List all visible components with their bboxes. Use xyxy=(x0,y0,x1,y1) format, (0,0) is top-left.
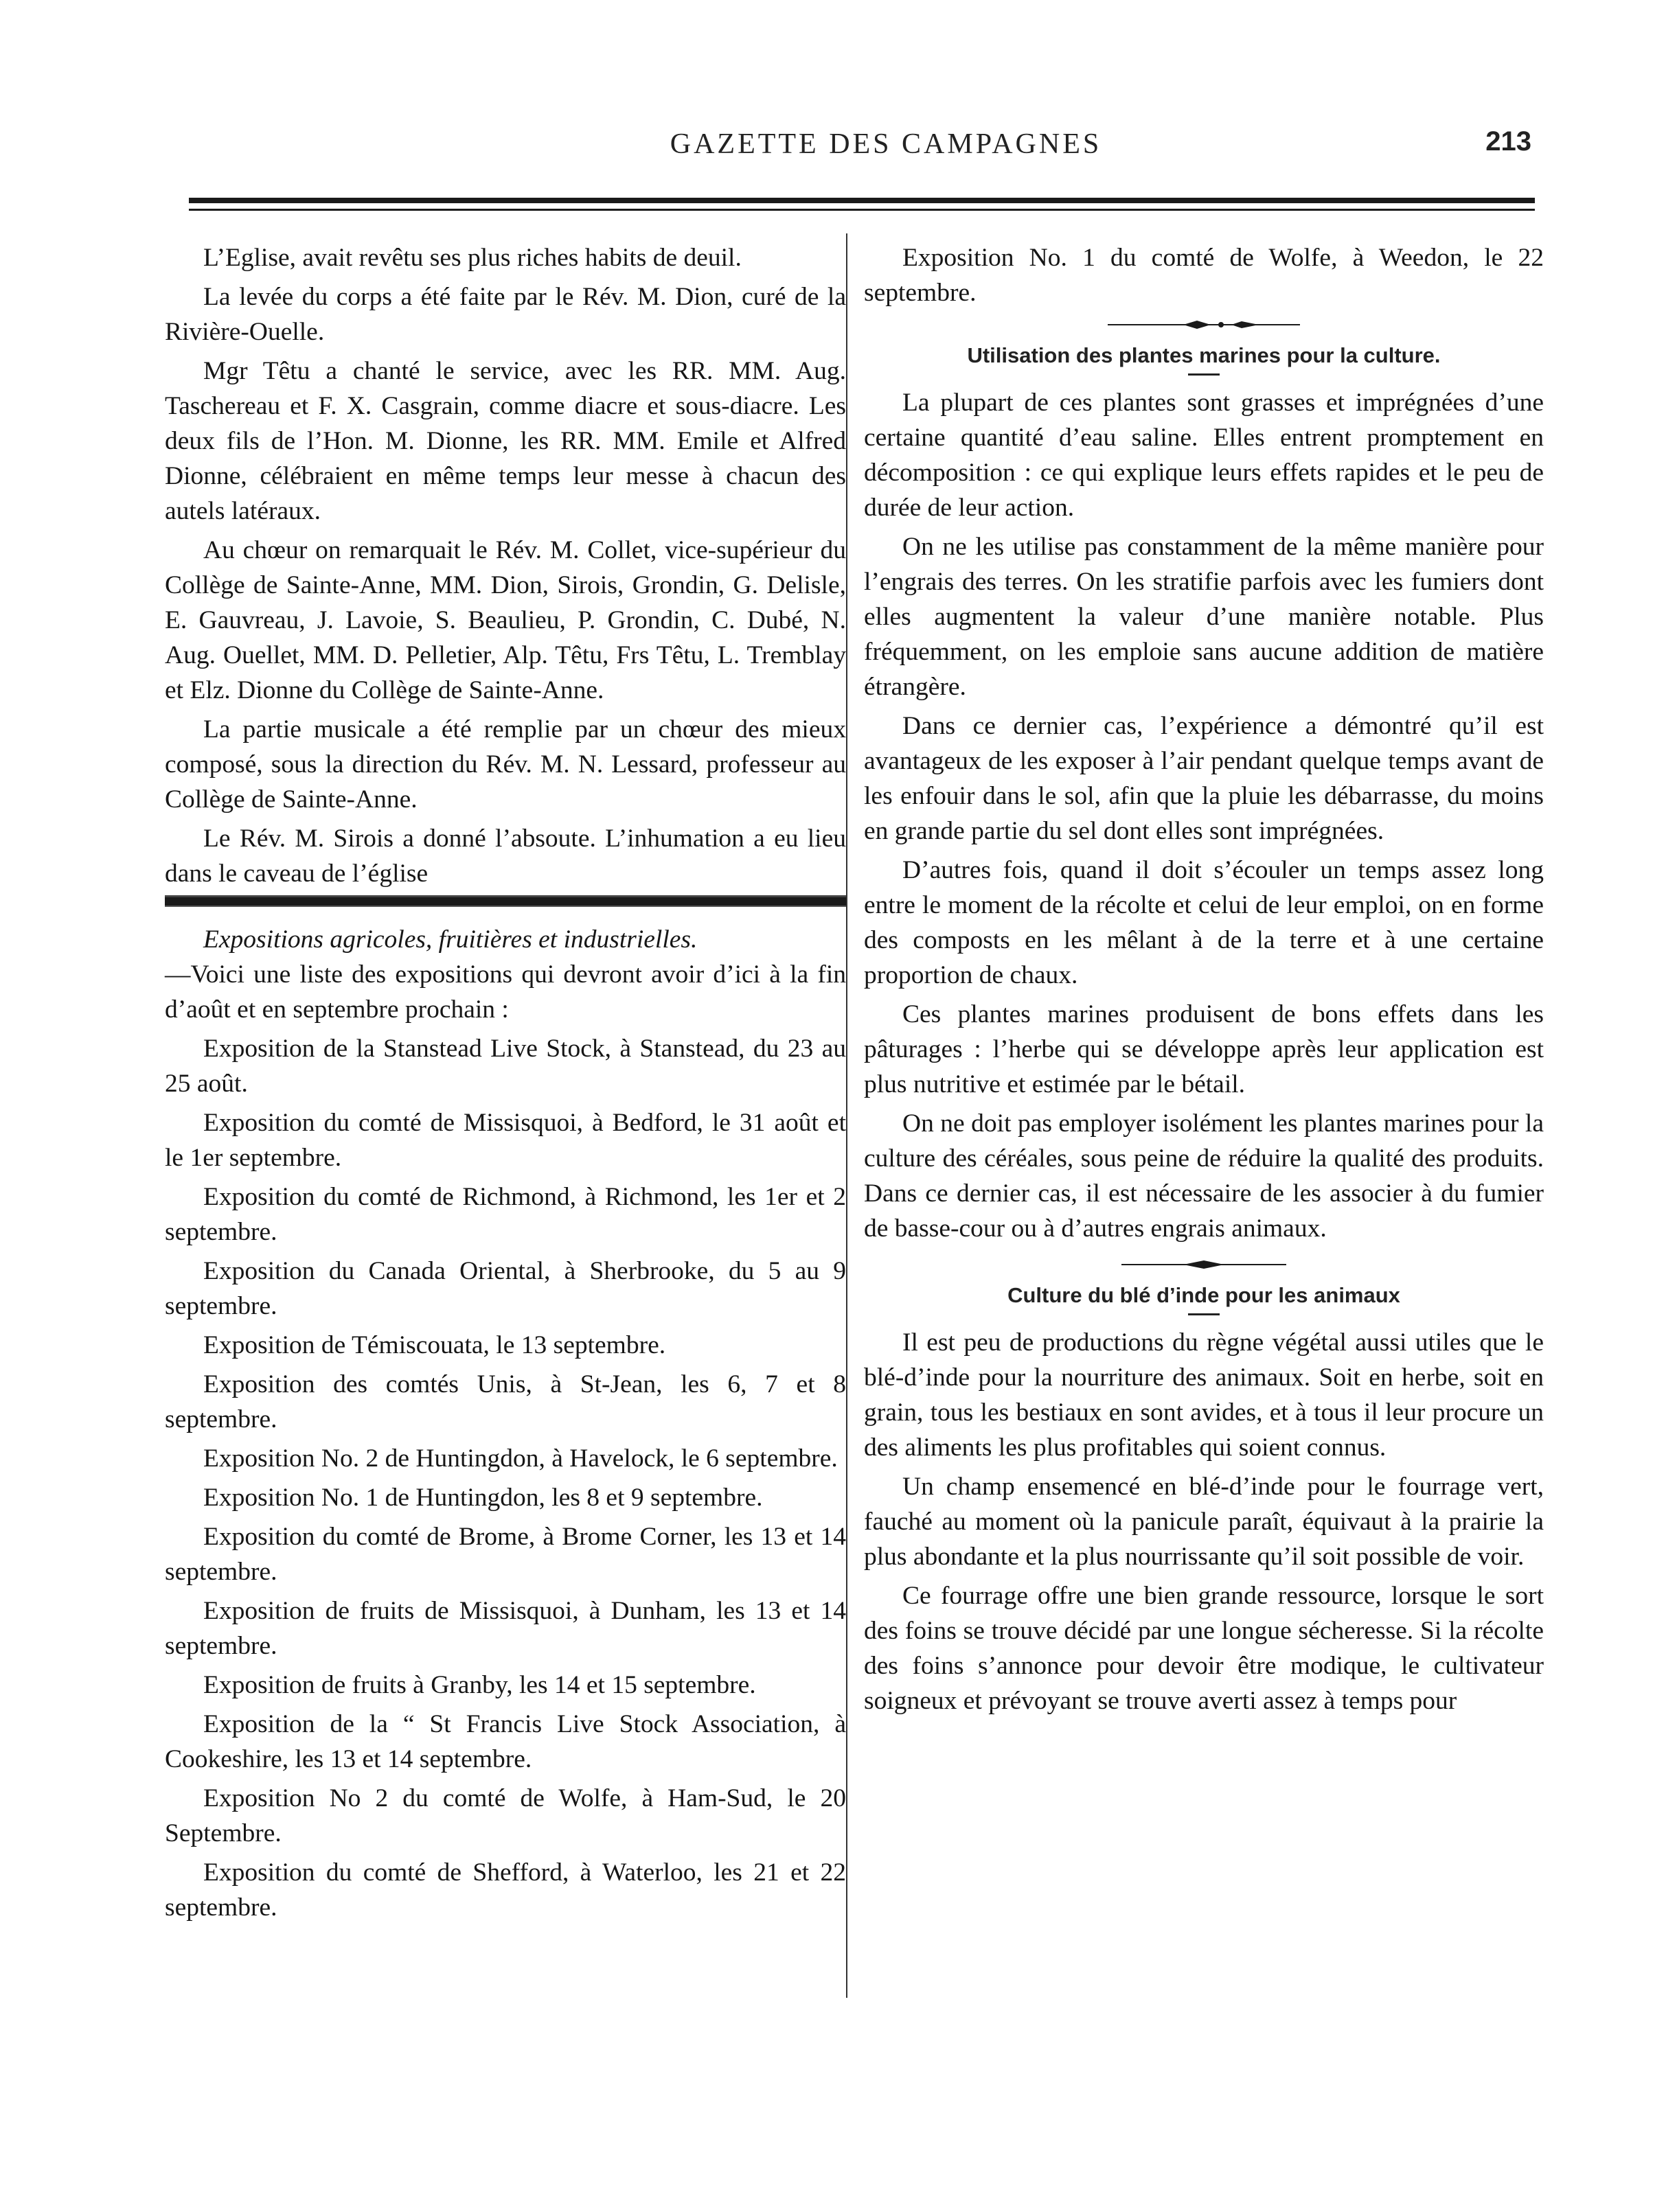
page-header xyxy=(172,128,1531,176)
paragraph: Dans ce dernier cas, l’expérience a démontré qu’il est avantageux de les exposer à l’air pendant quelque temps avant de les enfouir dans le sol, afin que la pluie les débarrasse, du moins en grande partie du sel dont elles sont imprégnées. xyxy=(864,712,1544,845)
exposition-entry: Exposition du comté de Shefford, à Waterloo, les 21 et 22 septembre. xyxy=(165,1858,846,1922)
expositions-intro: —Voici une liste des expositions qui devront avoir d’ici à la fin d’août et en septembre prochain : xyxy=(165,960,846,1024)
title-dash xyxy=(1188,373,1220,376)
ornament-divider xyxy=(1101,317,1307,332)
paragraph: On ne doit pas employer isolément les plantes marines pour la culture des céréales, sous peine de réduire la qualité des produits. Dans ce dernier cas, il est nécessaire de les associer à du fumier de basse-cour ou à d’autres engrais animaux. xyxy=(864,1109,1544,1243)
paragraph: Ce fourrage offre une bien grande ressource, lorsque le sort des foins se trouve décidé par une longue sécheresse. Si la récolte des foins s’annonce pour devoir être modique, le cultivateur soigneux et prévoyant se trouve averti assez à temps pour xyxy=(864,1582,1544,1715)
expositions-heading xyxy=(165,922,846,957)
paragraph: Ces plantes marines produisent de bons effets dans les pâturages : l’herbe qui se développe après leur application est plus nutritive et estimée par le bétail. xyxy=(864,1000,1544,1098)
header-rule-thin xyxy=(189,209,1535,211)
paragraph: D’autres fois, quand il doit s’écouler un temps assez long entre le moment de la récolte et celui de leur emploi, on en forme des composts en les mêlant à de la terre et à une certaine proportion de chaux. xyxy=(864,856,1544,989)
title-dash xyxy=(1188,1313,1220,1315)
paragraph: On ne les utilise pas constamment de la même manière pour l’engrais des terres. On les stratifie parfois avec les fumiers dont elles augmentent la valeur d’une manière notable. Plus fréquemment, on les emploie sans aucune addition de matière étrangère. xyxy=(864,533,1544,701)
paragraph: Il est peu de productions du règne végétal aussi utiles que le blé-d’inde pour la nourriture des animaux. Soit en herbe, soit en grain, tous les bestiaux en sont avides, et à tous il leur procure un des aliments les plus profitables qui soient connus. xyxy=(864,1328,1544,1462)
paragraph: Le Rév. M. Sirois a donné l’absoute. L’inhumation a eu lieu dans le caveau de l’église xyxy=(165,825,846,888)
exposition-entry: Exposition de fruits à Granby, les 14 et 15 septembre. xyxy=(203,1671,756,1699)
exposition-entry: Exposition du comté de Richmond, à Richmond, les 1er et 2 septembre. xyxy=(165,1183,846,1246)
exposition-entry: Exposition No. 1 du comté de Wolfe, à Weedon, le 22 septembre. xyxy=(864,244,1544,307)
ornament-divider xyxy=(1101,1257,1307,1272)
exposition-entry: Exposition de la “ St Francis Live Stock Association, à Cookeshire, les 13 et 14 septembre. xyxy=(165,1710,846,1773)
paragraph: La partie musicale a été remplie par un chœur des mieux composé, sous la direction du Rév. M. N. Lessard, professeur au Collège de Sainte-Anne. xyxy=(165,715,846,814)
paragraph: La plupart de ces plantes sont grasses et imprégnées d’une certaine quantité d’eau saline. Elles entrent promptement en décomposition : ce qui explique leurs effets rapides et le peu de durée de leur action. xyxy=(864,389,1544,522)
paragraph: L’Eglise, avait revêtu ses plus riches habits de deuil. xyxy=(203,244,742,272)
column-divider xyxy=(846,233,847,1998)
section-title: Utilisation des plantes marines pour la culture. xyxy=(967,343,1441,367)
exposition-entry: Exposition du comté de Missisquoi, à Bedford, le 31 août et le 1er septembre. xyxy=(165,1109,846,1172)
page-number: 213 xyxy=(1485,126,1531,157)
paragraph: Mgr Têtu a chanté le service, avec les RR. MM. Aug. Taschereau et F. X. Casgrain, comme diacre et sous-diacre. Les deux fils de l’Hon. M. Dionne, les RR. MM. Emile et Alfred Dionne, célébraient en même temps leur messe à chacun des autels latéraux. xyxy=(165,357,846,525)
paragraph: Un champ ensemencé en blé-d’inde pour le fourrage vert, fauché au moment où la panicule paraît, équivaut à la prairie la plus abondante et la plus nourrissante qu’il soit possible de voir. xyxy=(864,1473,1544,1571)
section-separator xyxy=(165,895,846,907)
exposition-entry: Exposition de Témiscouata, le 13 septembre. xyxy=(203,1331,666,1359)
left-column xyxy=(165,240,846,1929)
paragraph: Au chœur on remarquait le Rév. M. Collet, vice-supérieur du Collège de Sainte-Anne, MM. Dion, Sirois, Grondin, G. Delisle, E. Gauvreau, J. Lavoie, S. Beaulieu, P. Grondin, C. Dubé, N. Aug. Ouellet, MM. D. Pelletier, Alp. Têtu, Frs Têtu, L. Tremblay et Elz. Dionne du Collège de Sainte-Anne. xyxy=(165,536,846,704)
exposition-entry: Exposition No. 1 de Huntingdon, les 8 et 9 septembre. xyxy=(203,1484,763,1512)
exposition-entry: Exposition des comtés Unis, à St-Jean, les 6, 7 et 8 septembre. xyxy=(165,1370,846,1433)
section-title: Culture du blé d’inde pour les animaux xyxy=(1007,1283,1400,1307)
exposition-entry: Exposition No. 2 de Huntingdon, à Havelock, le 6 septembre. xyxy=(203,1444,838,1473)
exposition-entry: Exposition du comté de Brome, à Brome Corner, les 13 et 14 septembre. xyxy=(165,1523,846,1586)
expositions-heading-text: Expositions agricoles, fruitières et industrielles. xyxy=(203,925,698,954)
exposition-entry: Exposition de fruits de Missisquoi, à Dunham, les 13 et 14 septembre. xyxy=(165,1597,846,1660)
running-title: GAZETTE DES CAMPAGNES xyxy=(670,128,1102,160)
paragraph: La levée du corps a été faite par le Rév. M. Dion, curé de la Rivière-Ouelle. xyxy=(165,283,846,346)
right-column xyxy=(864,240,1544,1723)
exposition-entry: Exposition de la Stanstead Live Stock, à Stanstead, du 23 au 25 août. xyxy=(165,1035,846,1098)
exposition-entry: Exposition du Canada Oriental, à Sherbrooke, du 5 au 9 septembre. xyxy=(165,1257,846,1320)
header-rule xyxy=(189,198,1535,203)
exposition-entry: Exposition No 2 du comté de Wolfe, à Ham-Sud, le 20 Septembre. xyxy=(165,1784,846,1847)
